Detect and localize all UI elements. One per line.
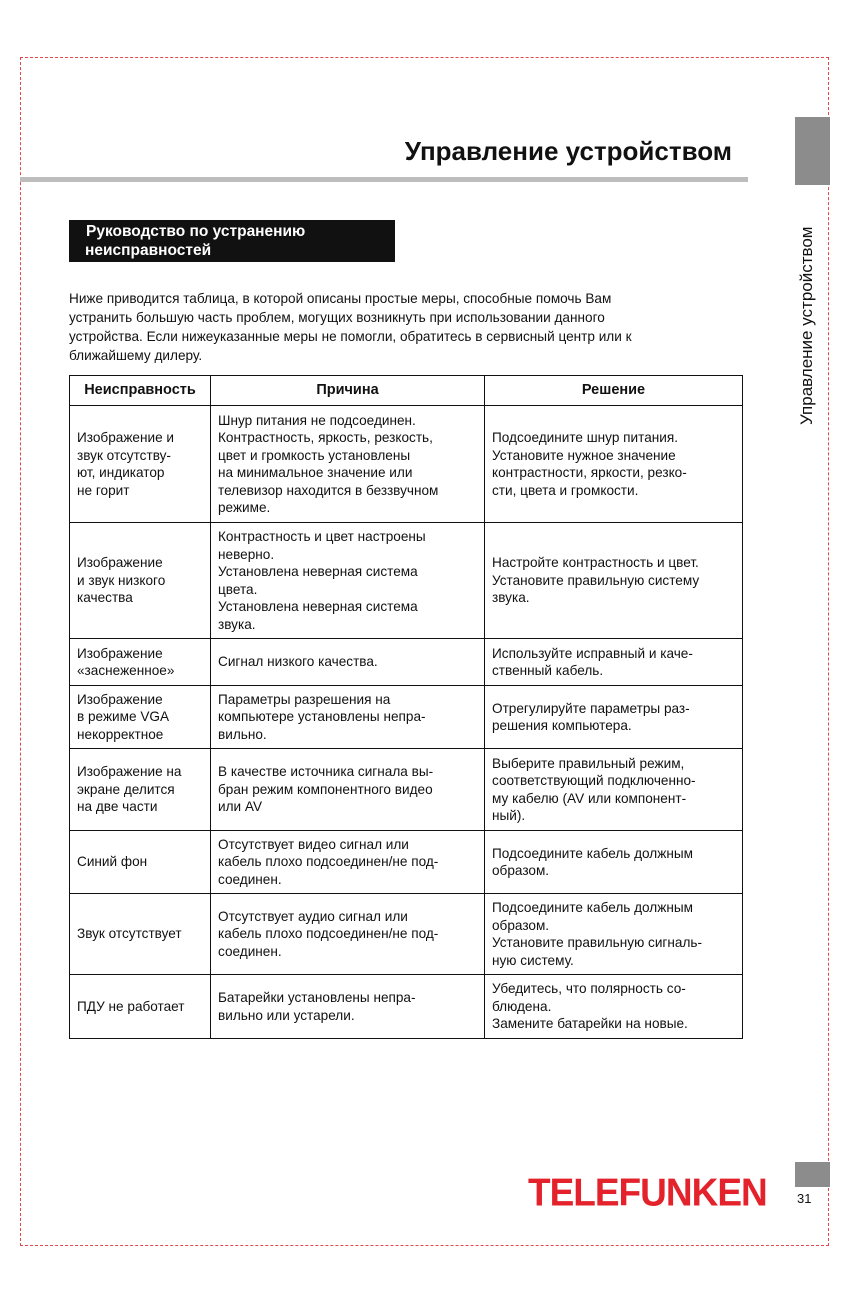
table-row [70,406,743,523]
cell-problem: Изображение и звук отсутству- ют, индикатор не горит [70,406,211,523]
cell-solution: Убедитесь, что полярность со- блюдена. Замените батарейки на новые. [485,975,743,1039]
page-number: 31 [797,1191,812,1206]
cell-cause: Отсутствует видео сигнал или кабель плохо подсоединен/не под- соединен. [211,831,485,894]
table-row [70,639,743,686]
troubleshooting-table [69,375,743,1039]
cell-cause: Параметры разрешения на компьютере установлены непра- вильно. [211,686,485,749]
side-tab-marker [795,117,830,185]
cell-cause: Батарейки установлены непра- вильно или устарели. [211,975,485,1039]
title-rule [20,177,748,182]
cell-solution: Отрегулируйте параметры раз- решения компьютера. [485,686,743,749]
cell-problem: Изображение на экране делится на две части [70,749,211,831]
heading-line-1: Руководство по устранению [86,223,306,240]
table-header-row [70,376,743,406]
cell-cause: Отсутствует аудио сигнал или кабель плохо подсоединен/не под- соединен. [211,894,485,975]
table-row [70,749,743,831]
side-tab-label: Управление устройством [797,226,816,425]
table-row [70,686,743,749]
heading-line-2: неисправностей [85,242,212,259]
header-solution: Решение [485,376,743,406]
table-row [70,831,743,894]
table-row [70,523,743,639]
page-number-marker [795,1162,830,1187]
cell-problem: Изображение «заснеженное» [70,639,211,686]
cell-problem: Изображение и звук низкого качества [70,523,211,639]
cell-solution: Подсоедините кабель должным образом. [485,831,743,894]
page-title: Управление устройством [404,136,732,166]
cell-problem: Изображение в режиме VGA некорректное [70,686,211,749]
table-row [70,894,743,975]
cell-cause: Контрастность и цвет настроены неверно. Установлена неверная система цвета. Установлена неверная система звука. [211,523,485,639]
cell-solution: Настройте контрастность и цвет. Установите правильную систему звука. [485,523,743,639]
table-row [70,975,743,1039]
header-problem: Неисправность [70,376,211,406]
intro-paragraph: Ниже приводится таблица, в которой описаны простые меры, способные помочь Вам устранить большую часть проблем, могущих возникнуть при использовании данного устройства. Если нижеуказанные меры не помогли, обратитесь в сервисный центр или к ближайшему дилеру. [69,291,632,363]
cell-solution: Подсоедините шнур питания. Установите нужное значение контрастности, яркости, резко- сти, цвета и громкости. [485,406,743,523]
cell-solution: Выберите правильный режим, соответствующий подключенно- му кабелю (AV или компонент- ный). [485,749,743,831]
cell-problem: ПДУ не работает [70,975,211,1039]
header-cause: Причина [211,376,485,406]
section-heading [69,220,395,262]
cell-solution: Используйте исправный и каче- ственный кабель. [485,639,743,686]
cell-cause: Шнур питания не подсоединен. Контрастность, яркость, резкость, цвет и громкость установлены на минимальное значение или телевизор находится в беззвучном режиме. [211,406,485,523]
cell-solution: Подсоедините кабель должным образом. Установите правильную сигналь- ную систему. [485,894,743,975]
cell-cause: Сигнал низкого качества. [211,639,485,686]
cell-cause: В качестве источника сигнала вы- бран режим компонентного видео или AV [211,749,485,831]
cell-problem: Звук отсутствует [70,894,211,975]
telefunken-logo: TELEFUNKEN [528,1170,767,1214]
cell-problem: Синий фон [70,831,211,894]
